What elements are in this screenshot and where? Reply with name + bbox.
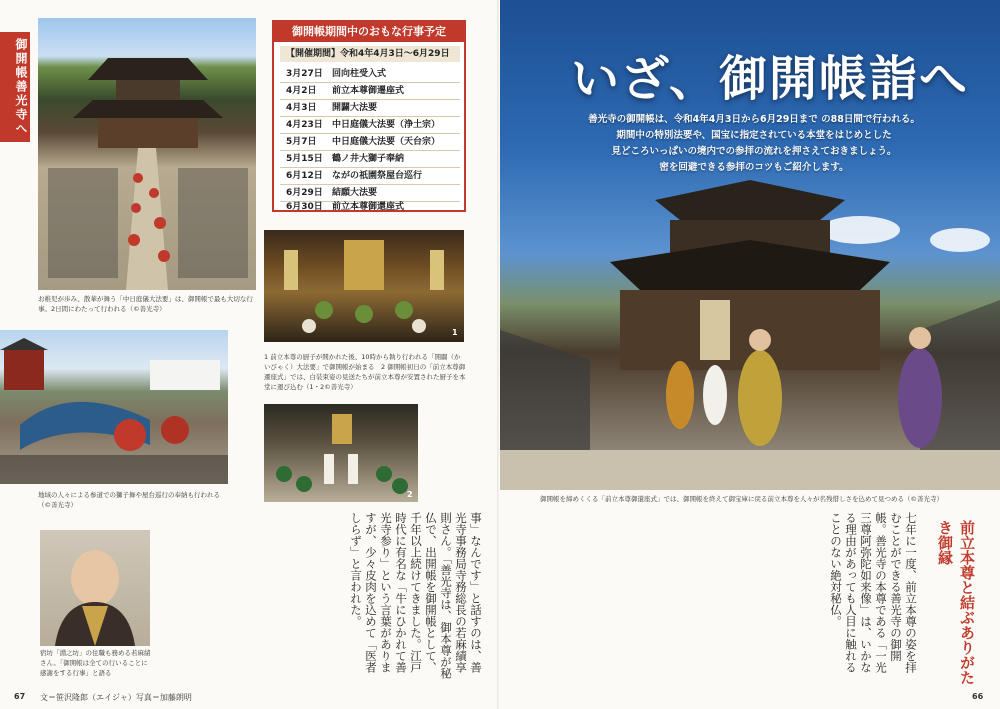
schedule-date: 5月7日 [286,137,317,147]
schedule-row [280,83,460,100]
schedule-row [280,66,460,83]
section-heading: 前立本尊と結ぶありがたき御縁 [936,520,976,685]
schedule-event: 中日庭儀大法要（天台宗） [332,137,441,147]
schedule-date: 4月23日 [286,120,323,130]
photo-number: 1 [452,328,458,337]
schedule-date: 4月2日 [286,86,317,96]
side-tab: 御開帳善光寺へ [0,32,30,142]
lead-line: 密を回避できる参拝のコツもご紹介します。 [659,162,849,173]
ceremony-photo [264,404,418,502]
schedule-date: 6月12日 [286,171,323,181]
schedule-row [280,100,460,117]
schedule-row [280,117,460,134]
photo-number: 2 [407,490,413,499]
left-body-text: 事」なんです」と話すのは、善光寺事務局寺務総長の若麻績享則さん。「善光寺は、御本尊が秘仏で、出開帳を御開帳として、千年以上続けてきました。江戸時代に有名な「牛にひかれて善光寺参り」という言葉がありますが、少々皮肉を込めて「医者しらず」と言われた。 [349,512,483,679]
schedule-date: 4月3日 [286,103,317,113]
schedule-event: 回向柱受入式 [332,69,387,79]
portrait-photo [40,530,150,646]
schedule-date: 3月27日 [286,69,323,79]
schedule-period: 【開催期間】令和4年4月3日～6月29日 [280,46,460,62]
lead-line: 見どころいっぱいの境内での参拝の流れを押さえておきましょう。 [611,146,897,157]
schedule-date: 6月29日 [286,188,323,198]
altar-illustration [264,230,464,342]
schedule-date: 6月30日 [286,202,323,212]
schedule-row [280,185,460,202]
schedule-event: 開闢大法要 [332,103,378,113]
portrait-caption: 宿坊「淵之坊」の住職も務める若麻績さん。「御開帳は全ての行いることに感謝をする行事」と語る [40,649,151,677]
schedule-event: 前立本尊御遷座式 [332,86,405,96]
hero-caption: 御開帳を締めくくる「前立本尊御還座式」では、御開帳を終えて御宝庫に戻る前立本尊を人々が名残惜しさを込めて見つめる（©善光寺） [540,495,943,503]
schedule-row [280,168,460,185]
schedule-box [272,20,466,212]
lion-dance-caption: 地域の人々による参道での獅子舞や屋台巡行の奉納も行われる（©善光寺） [38,491,220,509]
right-body-text: 七年に一度、前立本尊の姿を拝むことができる善光寺の御開帳。善光寺の本尊である「一光三尊阿弥陀如来像」は、いかなる理由があっても人目に触れることのない絶対秘仏。 [829,512,918,673]
lead-line: 期間中の特別法要や、国宝に指定されている本堂をはじめとした [616,130,892,141]
schedule-row [280,202,460,212]
procession-photo [38,18,256,290]
left-folio: 67 [14,692,26,701]
schedule-date: 5月15日 [286,154,323,164]
lion-dance-photo [0,330,228,484]
photo-credit: 文＝笹沢隆郎（エイジャ）写真＝加藤朗明 [40,693,192,702]
ceremony-illustration [264,404,418,502]
lion-dance-illustration [0,330,228,484]
schedule-event: 中日庭儀大法要（浄土宗） [332,120,441,130]
schedule-event: 鶴ノ井大獅子奉納 [332,154,405,164]
schedule-event: 結願大法要 [332,188,378,198]
schedule-row [280,134,460,151]
portrait-illustration [40,530,150,646]
schedule-row [280,151,460,168]
schedule-title: 御開帳期間中のおもな行事予定 [274,22,464,42]
schedule-event: 前立本尊御還座式 [332,202,405,212]
schedule-event: ながの祇園祭屋台巡行 [332,171,423,181]
altar-caption: 1 前立本尊の厨子が開かれた後、10時から執り行われる「開闢（かいびゃく）大法要」で御開帳が始まる 2 御開帳初日の「前立本尊御遷座式」では、白装束姿の見送たちが前立本尊が安置された厨子を本堂に運び込む（1・2©善光寺） [264,353,466,391]
headline: いざ、御開帳詣へ [570,51,970,107]
procession-caption: お稚児が歩み、散華が舞う「中日庭儀大法要」は、御開帳で最も大切な行事。2日間にわたって行われる（©善光寺） [38,295,253,313]
lead-line: 善光寺の御開帳は、令和4年4月3日から6月29日まで の88日間で行われる。 [588,114,920,125]
procession-illustration [38,18,256,290]
right-folio: 66 [972,692,984,701]
altar-photo [264,230,464,342]
lead-text [564,112,944,176]
